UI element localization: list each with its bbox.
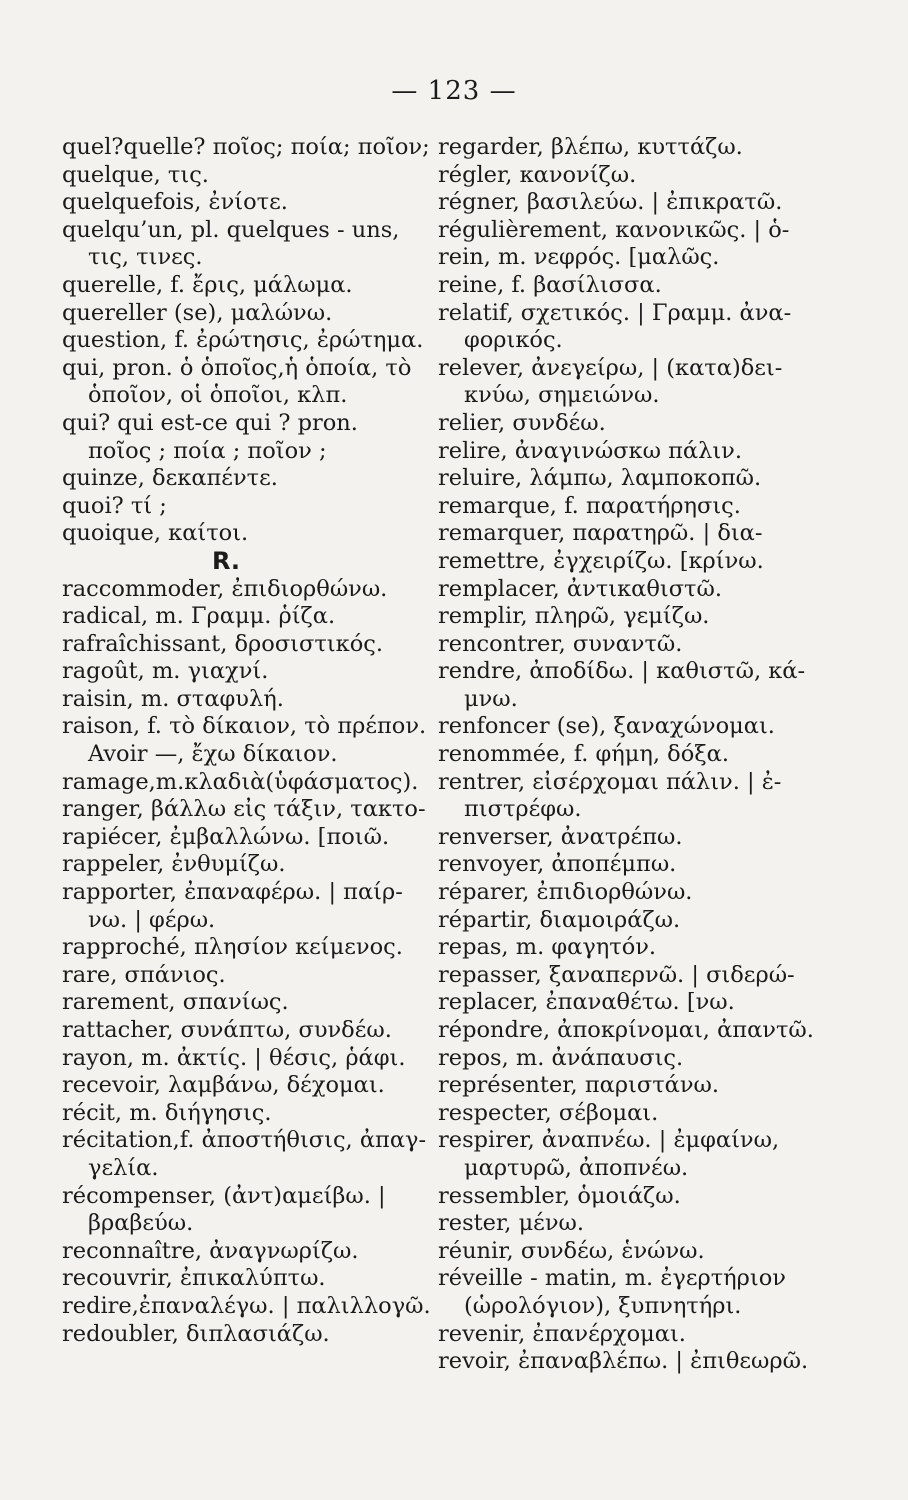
dictionary-entry-line: βραβεύω. [88,1210,194,1237]
dictionary-entry-line: qui, pron. ὁ ὁποῖος,ἡ ὁποία, τὸ [62,354,412,381]
dictionary-entry-line: νω. | φέρω. [88,906,216,933]
dictionary-entry-line: rappeler, ἐνθυμίζω. [62,851,286,878]
dictionary-entry-line: redire,ἐπαναλέγω. | παλιλλογῶ. [62,1292,431,1319]
dictionary-entry-line: rare, σπάνιος. [62,961,226,988]
dictionary-entry-line: rapiécer, ἐμβαλλώνω. [ποιῶ. [62,823,390,850]
dictionary-entry-line: recevoir, λαμβάνω, δέχομαι. [62,1072,385,1099]
dictionary-entry-line: quereller (se), μαλώνω. [62,299,333,326]
dictionary-entry-line: replacer, ἐπαναθέτω. [νω. [438,989,735,1016]
dictionary-entry-line: relire, ἀναγινώσκω πάλιν. [438,437,743,464]
dictionary-entry-line: répondre, ἀποκρίνομαι, ἀπαντῶ. [438,1017,814,1043]
dictionary-entry-line: ragoût, m. γιαχνί. [62,658,269,685]
dictionary-entry-line: ποῖος ; ποία ; ποῖον ; [88,437,327,464]
dictionary-entry-line: régler, κανονίζω. [438,161,637,188]
dictionary-entry-line: revenir, ἐπανέρχομαι. [438,1320,686,1347]
dictionary-entry-line: quoique, καίτοι. [62,520,249,547]
dictionary-entry-line: raccommoder, ἐπιδιορθώνω. [62,575,388,602]
dictionary-entry-line: récompenser, (ἀντ)αμείβω. | [62,1182,386,1209]
dictionary-entry-line: respirer, ἀναπνέω. | ἐμφαίνω, [438,1127,780,1154]
dictionary-entry-line: renfoncer (se), ξαναχώνομαι. [438,713,775,740]
dictionary-entry-line: revoir, ἐπαναβλέπω. | ἐπιθεωρῶ. [438,1348,809,1375]
dictionary-entry-line: quoi? τί ; [62,492,167,519]
dictionary-entry-line: raisin, m. σταφυλή. [62,685,284,712]
dictionary-entry-line: rein, m. νεφρός. [μαλῶς. [438,244,720,271]
dictionary-entry-line: réunir, συνδέω, ἑνώνω. [438,1237,705,1264]
dictionary-entry-line: renvoyer, ἀποπέμπω. [438,851,677,878]
dictionary-entry-line: reluire, λάμπω, λαμποκοπῶ. [438,465,762,492]
dictionary-entry-line: reine, f. βασίλισσα. [438,271,662,298]
dictionary-entry-line: remplacer, ἀντικαθιστῶ. [438,575,722,602]
dictionary-entry-line: μνω. [464,685,518,712]
dictionary-entry-line: φορικός. [464,327,563,354]
dictionary-entry-line: rendre, ἀποδίδω. | καθιστῶ, κά- [438,658,806,685]
dictionary-entry-line: relier, συνδέω. [438,409,606,436]
dictionary-entry-line: quelqu’un, pl. quelques - uns, [62,216,400,243]
dictionary-entry-line: récitation,f. ἀποστήθισις, ἀπαγ- [62,1127,427,1154]
dictionary-entry-line: μαρτυρῶ, ἀποπνέω. [464,1154,689,1181]
dictionary-entry-line: rapproché, πλησίον κείμενος. [62,934,403,961]
dictionary-entry-line: τις, τινες. [88,244,203,271]
dictionary-entry-line: ὁποῖον, οἱ ὁποῖοι, κλπ. [88,382,348,409]
dictionary-entry-line: remplir, πληρῶ, γεμίζω. [438,603,710,630]
dictionary-entry-line: querelle, f. ἔρις, μάλωμα. [62,271,353,298]
dictionary-entry-line: redoubler, διπλασιάζω. [62,1320,330,1347]
dictionary-entry-line: régulièrement, κανονικῶς. | ὁ- [438,216,790,243]
dictionary-entry-line: rarement, σπανίως. [62,989,289,1016]
dictionary-entry-line: ranger, βάλλω εἰς τάξιν, τακτο- [62,796,426,823]
dictionary-entry-line: quelquefois, ἐνίοτε. [62,189,288,216]
dictionary-entry-line: repas, m. φαγητόν. [438,934,657,961]
dictionary-entry-line: πιστρέφω. [464,796,582,823]
dictionary-entry-line: renverser, ἀνατρέπω. [438,823,683,850]
left-column [62,134,442,1348]
dictionary-entry-line: ramage,m.κλαδιὰ(ὑφάσματος). [62,768,419,795]
dictionary-entry-line: (ὡρολόγιον), ξυπνητήρι. [464,1292,742,1319]
dictionary-entry-line: rencontrer, συναντῶ. [438,630,683,657]
dictionary-entry-line: rester, μένω. [438,1210,585,1237]
dictionary-entry-line: respecter, σέβομαι. [438,1099,659,1126]
dictionary-entry-line: repasser, ξαναπερνῶ. | σιδερώ- [438,961,795,988]
dictionary-entry-line: renommée, f. φήμη, δόξα. [438,741,730,768]
dictionary-entry-line: remettre, ἐγχειρίζω. [κρίνω. [438,547,764,574]
dictionary-entry-line: recouvrir, ἐπικαλύπτω. [62,1265,326,1292]
dictionary-entry-line: ressembler, ὁμοιάζω. [438,1182,681,1209]
dictionary-entry-line: question, f. ἐρώτησις, ἐρώτημα. [62,327,424,354]
dictionary-entry-line: réveille - matin, m. ἐγερτήριον [438,1265,786,1292]
dictionary-entry-line: κνύω, σημειώνω. [464,382,660,409]
dictionary-entry-line: repos, m. ἀνάπαυσις. [438,1044,684,1071]
dictionary-entry-line: rapporter, ἐπαναφέρω. | παίρ- [62,879,403,906]
section-heading: R. [212,546,241,575]
dictionary-entry-line: rentrer, εἰσέρχομαι πάλιν. | ἐ- [438,768,782,795]
dictionary-entry-line: relever, ἀνεγείρω, | (κατα)δει- [438,354,783,381]
dictionary-entry-line: relatif, σχετικός. | Γραμμ. ἀνα- [438,299,792,326]
page-number: — 123 — [391,76,517,106]
dictionary-entry-line: rafraîchissant, δροσιστικός. [62,630,383,657]
dictionary-entry-line: quelque, τις. [62,161,209,188]
dictionary-entry-line: répartir, διαμοιράζω. [438,906,681,933]
dictionary-entry-line: γελία. [88,1154,159,1181]
dictionary-entry-line: radical, m. Γραμμ. ῥίζα. [62,603,336,630]
dictionary-entry-line: quel?quelle? ποῖος; ποία; ποῖον; [62,134,430,160]
dictionary-entry-line: remarquer, παρατηρῶ. | δια- [438,520,763,547]
dictionary-entry-line: remarque, f. παρατήρησις. [438,492,741,519]
dictionary-entry-line: quinze, δεκαπέντε. [62,465,278,492]
dictionary-entry-line: raison, f. τὸ δίκαιον, τὸ πρέπον. [62,713,427,740]
right-column [438,134,838,1376]
dictionary-entry-line: récit, m. διήγησις. [62,1099,272,1126]
dictionary-entry-line: Avoir —, ἔχω δίκαιον. [88,741,338,768]
dictionary-entry-line: reconnaître, ἀναγνωρίζω. [62,1237,359,1264]
dictionary-entry-line: représenter, παριστάνω. [438,1072,720,1099]
dictionary-entry-line: regarder, βλέπω, κυττάζω. [438,134,743,160]
dictionary-entry-line: réparer, ἐπιδιορθώνω. [438,879,693,906]
dictionary-entry-line: qui? qui est-ce qui ? pron. [62,409,358,436]
dictionary-entry-line: rattacher, συνάπτω, συνδέω. [62,1017,392,1043]
dictionary-entry-line: rayon, m. ἀκτίς. | θέσις, ῥάφι. [62,1044,406,1071]
dictionary-entry-line: régner, βασιλεύω. | ἐπικρατῶ. [438,189,783,216]
